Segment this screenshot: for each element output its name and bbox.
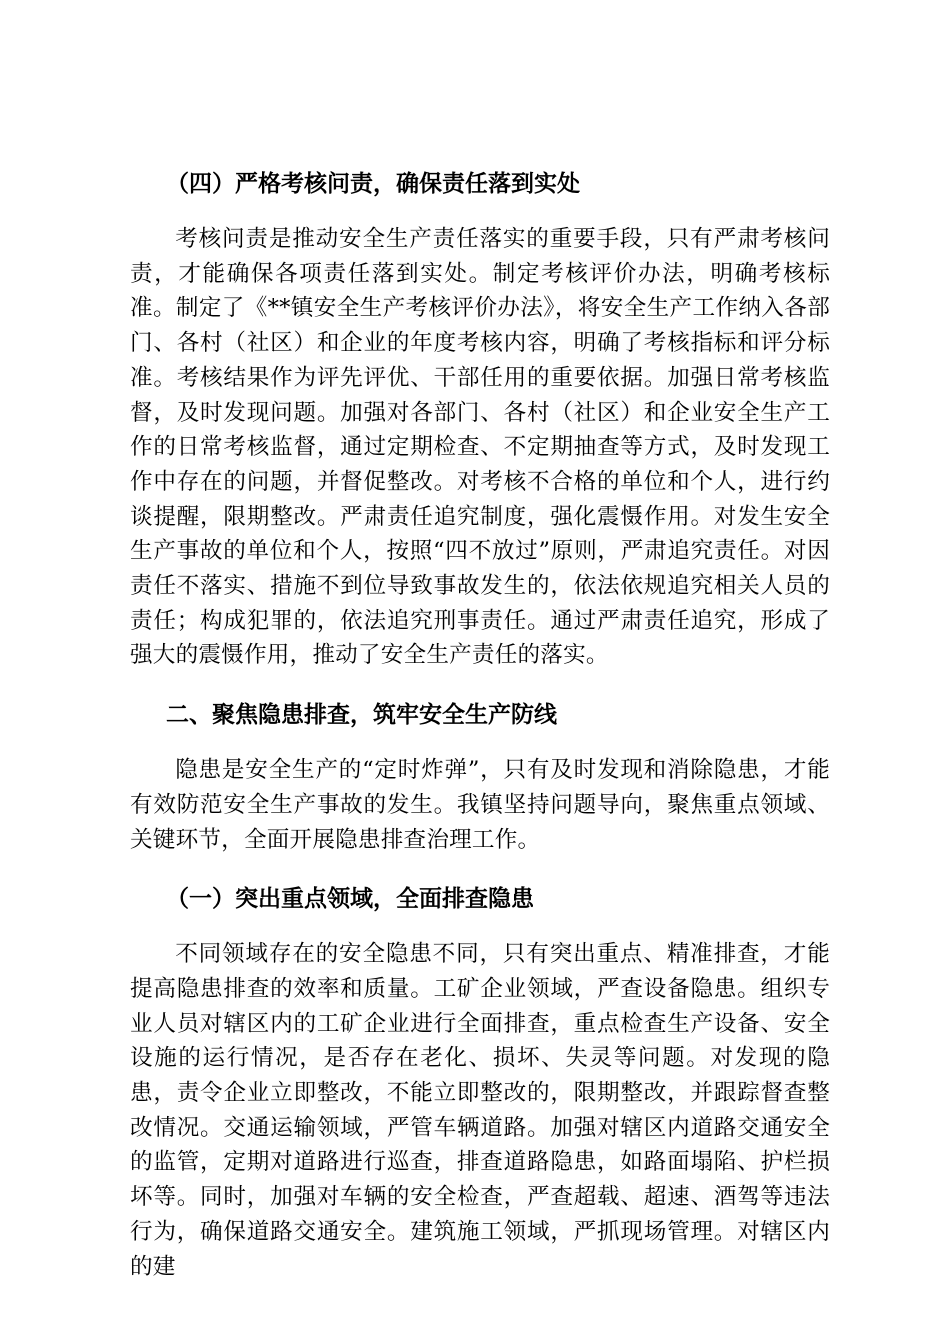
body-paragraph: 隐患是安全生产的“定时炸弹”，只有及时发现和消除隐患，才能有效防范安全生产事故的发生。我镇坚持问题导向，聚焦重点领域、关键环节，全面开展隐患排查治理工作。: [130, 757, 830, 853]
section-heading: 二、聚焦隐患排查，筑牢安全生产防线: [166, 702, 557, 729]
section-heading: （四）严格考核问责，确保责任落到实处: [166, 171, 580, 197]
subsection-heading: （一）突出重点领域，全面排查隐患: [166, 886, 534, 913]
body-paragraph: 不同领域存在的安全隐患不同，只有突出重点、精准排查，才能提高隐患排查的效率和质量。工矿企业领域，严查设备隐患。组织专业人员对辖区内的工矿企业进行全面排查，重点检查生产设备、安全设施的运行情况，是否存在老化、损坏、失灵等问题。对发现的隐患，责令企业立即整改，不能立即整改的，限期整改，并跟踪督查整改情况。交通运输领域，严管车辆道路。加强对辖区内道路交通安全的监管，定期对道路进行巡查，排查道路隐患，如路面塌陷、护栏损坏等。同时，加强对车辆的安全检查，严查超载、超速、酒驾等违法行为，确保道路交通安全。建筑施工领域，严抓现场管理。对辖区内的建: [130, 941, 830, 1280]
document-body: [130, 166, 830, 1284]
body-paragraph: 考核问责是推动安全生产责任落实的重要手段，只有严肃考核问责，才能确保各项责任落到实处。制定考核评价办法，明确考核标准。制定了《**镇安全生产考核评价办法》，将安全生产工作纳入各部门、各村（社区）和企业的年度考核内容，明确了考核指标和评分标准。考核结果作为评先评优、干部任用的重要依据。加强日常考核监督，及时发现问题。加强对各部门、各村（社区）和企业安全生产工作的日常考核监督，通过定期检查、不定期抽查等方式，及时发现工作中存在的问题，并督促整改。对考核不合格的单位和个人，进行约谈提醒，限期整改。严肃责任追究制度，强化震慑作用。对发生安全生产事故的单位和个人，按照“四不放过”原则，严肃追究责任。对因责任不落实、措施不到位导致事故发生的，依法依规追究相关人员的责任；构成犯罪的，依法追究刑事责任。通过严肃责任追究，形成了强大的震慑作用，推动了安全生产责任的落实。: [130, 226, 830, 669]
